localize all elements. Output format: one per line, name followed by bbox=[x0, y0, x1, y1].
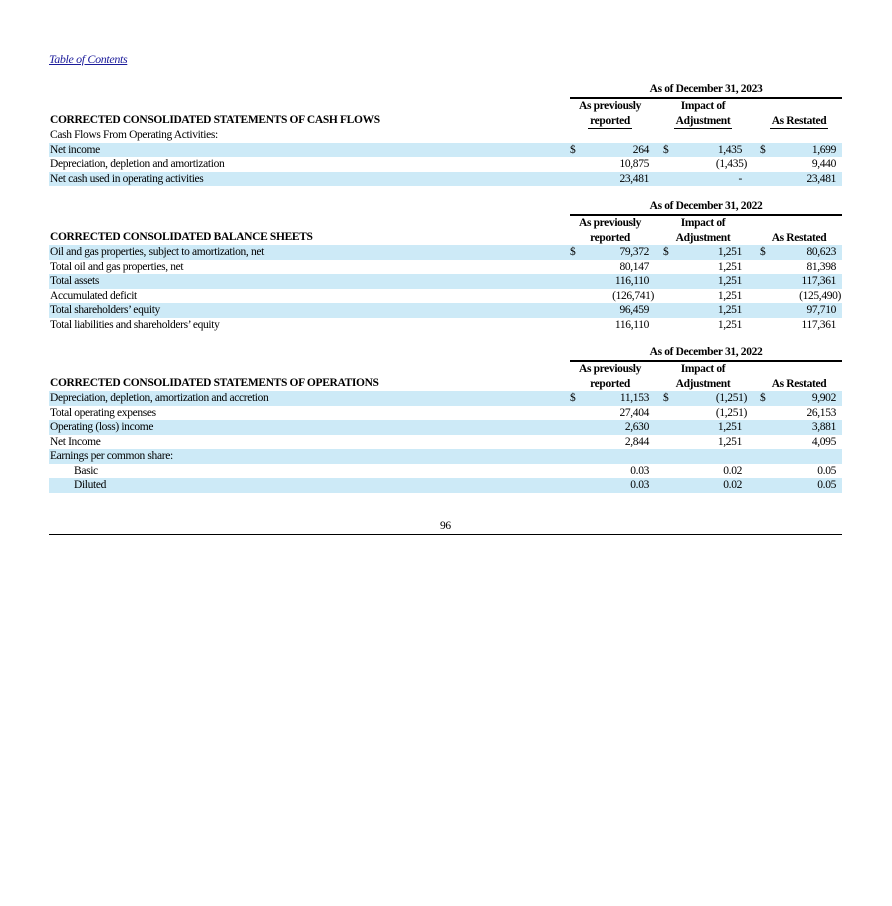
row-label: Operating (loss) income bbox=[50, 421, 154, 433]
row-label: Earnings per common share: bbox=[50, 450, 173, 462]
table-title: CORRECTED CONSOLIDATED STATEMENTS OF OPERATIONS bbox=[50, 377, 379, 389]
row-label: Oil and gas properties, subject to amortization, net bbox=[50, 246, 264, 258]
cell-value: 1,435 bbox=[717, 143, 742, 156]
column-header-line bbox=[663, 114, 743, 130]
table-row bbox=[49, 406, 842, 421]
cell-value: 1,251 bbox=[717, 260, 742, 273]
row-label: Total assets bbox=[50, 275, 99, 287]
cell-value: 0.03 bbox=[630, 464, 649, 477]
cell-value: (1,435) bbox=[715, 158, 747, 170]
column-header-line bbox=[570, 114, 650, 130]
column-header-text: As Restated bbox=[770, 377, 829, 393]
dollar-sign: $ bbox=[760, 143, 766, 156]
cell-value: 1,251 bbox=[717, 289, 742, 302]
cell-value: 81,398 bbox=[806, 260, 836, 273]
column-header-col1 bbox=[570, 99, 650, 129]
cash-flows-table bbox=[49, 82, 842, 186]
cell-value: 1,251 bbox=[717, 246, 742, 258]
cell-value: 0.03 bbox=[630, 479, 649, 491]
table-row bbox=[49, 435, 842, 450]
cell-value: 10,875 bbox=[619, 158, 649, 170]
cell-value: 11,153 bbox=[619, 392, 649, 404]
column-header-line: As previously bbox=[578, 217, 641, 229]
row-label: Depreciation, depletion and amortization bbox=[50, 158, 225, 170]
row-label: Total oil and gas properties, net bbox=[50, 260, 184, 273]
column-header-line: Impact of bbox=[680, 100, 726, 112]
row-label: Net Income bbox=[50, 435, 101, 448]
row-label: Depreciation, depletion, amortization and accretion bbox=[50, 392, 269, 404]
table-row bbox=[49, 260, 842, 275]
table-row bbox=[49, 391, 842, 406]
column-header-col2 bbox=[663, 99, 743, 129]
column-header-col2 bbox=[663, 216, 743, 246]
cell-value: 1,251 bbox=[717, 318, 742, 331]
cell-value: (126,741) bbox=[612, 289, 654, 302]
footer-divider bbox=[49, 534, 842, 535]
column-header-col1 bbox=[570, 216, 650, 246]
row-label: Net cash used in operating activities bbox=[50, 172, 204, 185]
cell-value: 117,361 bbox=[801, 318, 836, 331]
dollar-sign: $ bbox=[663, 246, 669, 258]
table-row bbox=[49, 143, 842, 158]
cell-value: 9,902 bbox=[811, 392, 836, 404]
cell-value: 79,372 bbox=[619, 246, 649, 258]
column-header-line bbox=[663, 377, 743, 393]
table-row bbox=[49, 157, 842, 172]
cell-value: 0.05 bbox=[817, 464, 836, 477]
row-label: Total operating expenses bbox=[50, 406, 156, 419]
cell-value: 96,459 bbox=[619, 304, 649, 316]
column-header-line bbox=[663, 231, 743, 247]
cell-value: 116,110 bbox=[614, 275, 649, 287]
cell-value: 0.02 bbox=[723, 479, 742, 491]
cell-value: 0.05 bbox=[817, 479, 836, 491]
column-header-col3 bbox=[756, 99, 842, 129]
column-header-line bbox=[756, 114, 842, 130]
cell-value: 23,481 bbox=[806, 172, 836, 185]
column-header-line bbox=[756, 231, 842, 247]
dollar-sign: $ bbox=[663, 143, 669, 156]
cell-value: 264 bbox=[632, 143, 649, 156]
cell-value: (1,251) bbox=[715, 406, 747, 419]
row-label: Total shareholders’ equity bbox=[50, 304, 160, 316]
page-number: 96 bbox=[440, 520, 451, 532]
column-header-line bbox=[570, 377, 650, 393]
cell-value: 1,251 bbox=[717, 435, 742, 448]
row-label: Diluted bbox=[74, 479, 107, 491]
row-label: Cash Flows From Operating Activities: bbox=[50, 129, 218, 141]
table-header bbox=[49, 345, 842, 391]
column-header-text: reported bbox=[588, 231, 632, 247]
column-header-col1 bbox=[570, 362, 650, 392]
table-row bbox=[49, 303, 842, 318]
cell-value: - bbox=[738, 172, 742, 185]
balance-sheets-table bbox=[49, 199, 842, 332]
cell-value: 117,361 bbox=[801, 275, 836, 287]
column-header-col2 bbox=[663, 362, 743, 392]
column-header-text: reported bbox=[588, 114, 632, 130]
dollar-sign: $ bbox=[570, 392, 576, 404]
column-header-line bbox=[570, 231, 650, 247]
column-header-text: Adjustment bbox=[674, 377, 733, 393]
table-of-contents-link[interactable]: Table of Contents bbox=[49, 52, 128, 66]
column-header-col3 bbox=[756, 362, 842, 392]
dollar-sign: $ bbox=[570, 246, 576, 258]
cell-value: 0.02 bbox=[723, 464, 742, 477]
row-label: Net income bbox=[50, 143, 100, 156]
column-header-line bbox=[756, 216, 842, 231]
cell-value: 23,481 bbox=[619, 172, 649, 185]
column-header-text: Adjustment bbox=[674, 231, 733, 247]
period-header: As of December 31, 2022 bbox=[570, 199, 842, 216]
table-row bbox=[49, 420, 842, 435]
dollar-sign: $ bbox=[760, 246, 766, 258]
table-row bbox=[49, 449, 842, 464]
row-label: Total liabilities and shareholders’ equity bbox=[50, 318, 220, 331]
cell-value: 97,710 bbox=[806, 304, 836, 316]
cell-value: 26,153 bbox=[806, 406, 836, 419]
cell-value: 1,251 bbox=[717, 304, 742, 316]
column-header-text: reported bbox=[588, 377, 632, 393]
dollar-sign: $ bbox=[570, 143, 576, 156]
cell-value: 4,095 bbox=[811, 435, 836, 448]
cell-value: 1,251 bbox=[717, 421, 742, 433]
table-row bbox=[49, 245, 842, 260]
column-header-line bbox=[756, 377, 842, 393]
cell-value: 3,881 bbox=[811, 421, 836, 433]
operations-table bbox=[49, 345, 842, 493]
cell-value: 27,404 bbox=[619, 406, 649, 419]
column-header-text: As Restated bbox=[770, 231, 829, 247]
cell-value: 9,440 bbox=[811, 158, 836, 170]
column-header-text: Adjustment bbox=[674, 114, 733, 130]
table-title: CORRECTED CONSOLIDATED BALANCE SHEETS bbox=[50, 231, 313, 243]
cell-value: 80,623 bbox=[806, 246, 836, 258]
column-header-col3 bbox=[756, 216, 842, 246]
column-header-text: As Restated bbox=[770, 114, 829, 130]
period-header: As of December 31, 2023 bbox=[570, 82, 842, 99]
row-label: Accumulated deficit bbox=[50, 289, 137, 302]
cell-value: 1,699 bbox=[811, 143, 836, 156]
table-row bbox=[49, 172, 842, 187]
column-header-line: Impact of bbox=[680, 363, 726, 375]
table-row bbox=[49, 289, 842, 304]
cell-value: (125,490) bbox=[799, 289, 841, 302]
table-row bbox=[49, 478, 842, 493]
table-row bbox=[49, 274, 842, 289]
cell-value: 1,251 bbox=[717, 275, 742, 287]
cell-value: (1,251) bbox=[715, 392, 747, 404]
cell-value: 2,844 bbox=[624, 435, 649, 448]
table-row bbox=[49, 318, 842, 333]
table-row bbox=[49, 464, 842, 479]
period-header: As of December 31, 2022 bbox=[570, 345, 842, 362]
dollar-sign: $ bbox=[663, 392, 669, 404]
table-header bbox=[49, 82, 842, 128]
column-header-line bbox=[756, 362, 842, 377]
table-header bbox=[49, 199, 842, 245]
cell-value: 2,630 bbox=[624, 421, 649, 433]
cell-value: 80,147 bbox=[619, 260, 649, 273]
table-row bbox=[49, 128, 842, 143]
column-header-line: As previously bbox=[578, 100, 641, 112]
dollar-sign: $ bbox=[760, 392, 766, 404]
cell-value: 116,110 bbox=[614, 318, 649, 331]
table-title: CORRECTED CONSOLIDATED STATEMENTS OF CASH FLOWS bbox=[50, 114, 380, 126]
column-header-line: Impact of bbox=[680, 217, 726, 229]
column-header-line: As previously bbox=[578, 363, 641, 375]
column-header-line bbox=[756, 99, 842, 114]
row-label: Basic bbox=[74, 464, 98, 477]
